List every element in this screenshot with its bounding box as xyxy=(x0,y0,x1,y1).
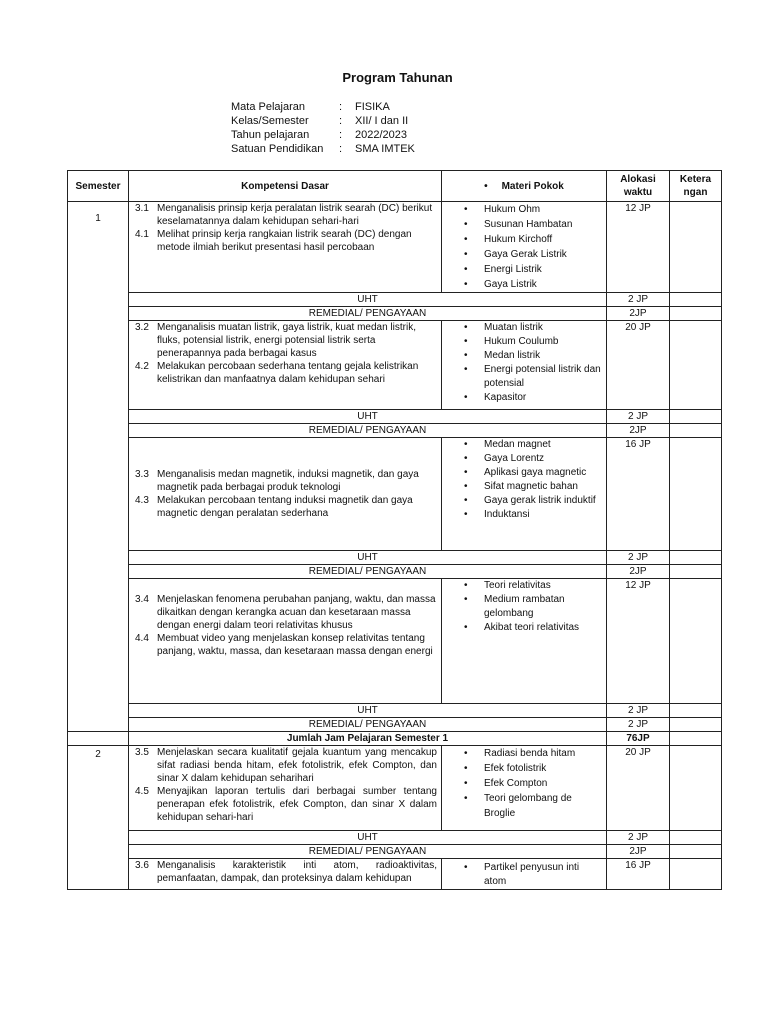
semester-number: 1 xyxy=(68,202,129,732)
kd-text: Melakukan percobaan sederhana tentang gejala kelistrikan kelistrikan dan manfaatnya dalam kehidupan sehari xyxy=(157,361,419,385)
uht-jp: 2 JP xyxy=(607,704,670,718)
meta-value: SMA IMTEK xyxy=(355,143,415,155)
kd-number: 3.2 xyxy=(135,322,149,333)
kd-cell xyxy=(129,438,442,551)
table-row xyxy=(68,321,722,410)
kd-item xyxy=(133,321,437,360)
meta-row xyxy=(231,114,415,128)
meta-value: XII/ I dan II xyxy=(355,115,409,127)
list-item: • Induktansi xyxy=(464,508,602,522)
kd-number: 4.1 xyxy=(135,229,149,240)
table-row xyxy=(68,732,722,746)
kd-text: Menjelaskan secara kualitatif gejala kuantum yang mencakup sifat radiasi benda hitam, efek fotolistrik, efek Compton, dan sinar X dalam kehidupan seharihari xyxy=(157,747,437,784)
remedial-jp: 2JP xyxy=(607,565,670,579)
kd-number: 4.2 xyxy=(135,361,149,372)
list-item: • Sifat magnetic bahan xyxy=(464,480,602,494)
table-row xyxy=(68,845,722,859)
keterangan-cell xyxy=(670,845,722,859)
alokasi-value: 12 JP xyxy=(607,579,670,704)
list-item: • Hukum Kirchoff xyxy=(464,232,602,247)
list-item: • Medan listrik xyxy=(464,349,602,363)
table-row xyxy=(68,718,722,732)
kd-item xyxy=(133,494,437,520)
meta-colon: : xyxy=(339,129,343,141)
kd-item xyxy=(133,202,437,228)
remedial-jp: 2JP xyxy=(607,424,670,438)
kd-number: 3.6 xyxy=(135,860,149,871)
keterangan-cell xyxy=(670,565,722,579)
meta-row xyxy=(231,128,415,142)
header-materi xyxy=(442,171,607,202)
alokasi-value: 20 JP xyxy=(607,746,670,831)
keterangan-cell xyxy=(670,202,722,293)
table-row xyxy=(68,565,722,579)
kd-text: Membuat video yang menjelaskan konsep relativitas tentang panjang, waktu, massa, dan kesetaraan massa dengan energi xyxy=(157,633,433,657)
list-item: • Teori gelombang de Broglie xyxy=(464,791,602,821)
table-row xyxy=(68,579,722,704)
remedial-label: REMEDIAL/ PENGAYAAN xyxy=(129,424,607,438)
kd-item xyxy=(133,859,437,885)
list-item: • Muatan listrik xyxy=(464,321,602,335)
alokasi-value: 16 JP xyxy=(607,438,670,551)
kd-cell xyxy=(129,321,442,410)
kd-cell xyxy=(129,859,442,890)
header-alokasi: Alokasi waktu xyxy=(607,171,670,202)
list-item: • Susunan Hambatan xyxy=(464,217,602,232)
kd-cell xyxy=(129,746,442,831)
list-item: • Gaya Listrik xyxy=(464,277,602,292)
kd-item xyxy=(133,228,437,254)
table-row xyxy=(68,551,722,565)
uht-label: UHT xyxy=(129,410,607,424)
table-header-row xyxy=(68,171,722,202)
list-item: • Gaya Gerak Listrik xyxy=(464,247,602,262)
table-row xyxy=(68,410,722,424)
keterangan-cell xyxy=(670,732,722,746)
meta-colon: : xyxy=(339,143,343,155)
kd-number: 4.5 xyxy=(135,786,149,797)
list-item: • Teori relativitas xyxy=(464,579,602,593)
kd-item xyxy=(133,360,437,386)
uht-label: UHT xyxy=(129,704,607,718)
kd-text: Menganalisis muatan listrik, gaya listrik, kuat medan listrik, fluks, potensial listrik, energi potensial listrik serta penerapannya pada berbagai kasus xyxy=(157,322,416,359)
list-item: • Radiasi benda hitam xyxy=(464,746,602,761)
header-semester: Semester xyxy=(68,171,129,202)
header-keterangan: Ketera ngan xyxy=(670,171,722,202)
semester-cell xyxy=(68,732,129,746)
keterangan-cell xyxy=(670,551,722,565)
meta-colon: : xyxy=(339,115,343,127)
meta-colon: : xyxy=(339,101,343,113)
remedial-label: REMEDIAL/ PENGAYAAN xyxy=(129,845,607,859)
keterangan-cell xyxy=(670,424,722,438)
kd-text: Melakukan percobaan tentang induksi magnetik dan gaya magnetic dengan peralatan sederhana xyxy=(157,495,413,519)
kd-number: 3.1 xyxy=(135,203,149,214)
alokasi-value: 12 JP xyxy=(607,202,670,293)
materi-cell xyxy=(442,859,607,890)
table-row xyxy=(68,293,722,307)
kd-cell xyxy=(129,202,442,293)
keterangan-cell xyxy=(670,718,722,732)
materi-cell xyxy=(442,202,607,293)
remedial-label: REMEDIAL/ PENGAYAAN xyxy=(129,307,607,321)
keterangan-cell xyxy=(670,579,722,704)
list-item: • Efek fotolistrik xyxy=(464,761,602,776)
kd-text: Menyajikan laporan tertulis dari berbagai sumber tentang penerapan efek fotolistrik, efek Compton, dan sinar X dalam kehidupan sehari-hari xyxy=(157,786,437,823)
uht-jp: 2 JP xyxy=(607,551,670,565)
jumlah-value: 76JP xyxy=(607,732,670,746)
uht-label: UHT xyxy=(129,293,607,307)
table-row xyxy=(68,307,722,321)
table-row xyxy=(68,746,722,831)
list-item: • Partikel penyusun inti atom xyxy=(464,861,602,889)
materi-cell xyxy=(442,438,607,551)
meta-value: 2022/2023 xyxy=(355,129,407,141)
meta-label: Satuan Pendidikan xyxy=(231,143,324,155)
table-row xyxy=(68,202,722,293)
keterangan-cell xyxy=(670,746,722,831)
kd-text: Melihat prinsip kerja rangkaian listrik searah (DC) dengan metode ilmiah berikut presentasi hasil percobaan xyxy=(157,229,412,253)
list-item: • Aplikasi gaya magnetic xyxy=(464,466,602,480)
materi-cell xyxy=(442,746,607,831)
keterangan-cell xyxy=(670,704,722,718)
uht-jp: 2 JP xyxy=(607,410,670,424)
keterangan-cell xyxy=(670,438,722,551)
remedial-label: REMEDIAL/ PENGAYAAN xyxy=(129,718,607,732)
kd-number: 4.4 xyxy=(135,633,149,644)
list-item: • Gaya Lorentz xyxy=(464,452,602,466)
table-row xyxy=(68,831,722,845)
program-table xyxy=(67,170,722,890)
kd-number: 4.3 xyxy=(135,495,149,506)
keterangan-cell xyxy=(670,859,722,890)
uht-jp: 2 JP xyxy=(607,293,670,307)
meta-value: FISIKA xyxy=(355,101,390,113)
list-item: • Hukum Coulumb xyxy=(464,335,602,349)
kd-number: 3.5 xyxy=(135,747,149,758)
list-item: • Efek Compton xyxy=(464,776,602,791)
list-item: • Gaya gerak listrik induktif xyxy=(464,494,602,508)
meta-info xyxy=(231,100,415,156)
kd-number: 3.3 xyxy=(135,469,149,480)
list-item: • Hukum Ohm xyxy=(464,202,602,217)
meta-row xyxy=(231,100,415,114)
list-item: • Medium rambatan gelombang xyxy=(464,593,602,621)
jumlah-label: Jumlah Jam Pelajaran Semester 1 xyxy=(129,732,607,746)
kd-item xyxy=(133,593,437,632)
alokasi-value: 16 JP xyxy=(607,859,670,890)
uht-jp: 2 JP xyxy=(607,831,670,845)
keterangan-cell xyxy=(670,293,722,307)
kd-cell xyxy=(129,579,442,704)
alokasi-value: 20 JP xyxy=(607,321,670,410)
meta-label: Tahun pelajaran xyxy=(231,129,310,141)
remedial-jp: 2JP xyxy=(607,845,670,859)
kd-text: Menganalisis prinsip kerja peralatan listrik searah (DC) berikut keselamatannya dalam kehidupan sehari-hari xyxy=(157,203,433,227)
meta-row xyxy=(231,142,415,156)
keterangan-cell xyxy=(670,307,722,321)
bullet-icon: • xyxy=(484,180,488,192)
kd-item xyxy=(133,632,437,658)
list-item: • Kapasitor xyxy=(464,391,602,405)
list-item: • Energi Listrik xyxy=(464,262,602,277)
list-item: • Akibat teori relativitas xyxy=(464,621,602,635)
meta-label: Kelas/Semester xyxy=(231,115,309,127)
materi-cell xyxy=(442,579,607,704)
uht-label: UHT xyxy=(129,831,607,845)
table-row xyxy=(68,438,722,551)
page-title: Program Tahunan xyxy=(342,70,453,85)
kd-number: 3.4 xyxy=(135,594,149,605)
remedial-jp: 2JP xyxy=(607,307,670,321)
uht-label: UHT xyxy=(129,551,607,565)
keterangan-cell xyxy=(670,321,722,410)
kd-text: Menganalisis karakteristik inti atom, radioaktivitas, pemanfaatan, dampak, dan proteksinya dalam kehidupan xyxy=(157,860,437,884)
list-item: • Energi potensial listrik dan potensial xyxy=(464,363,602,391)
keterangan-cell xyxy=(670,410,722,424)
materi-cell xyxy=(442,321,607,410)
table-row xyxy=(68,424,722,438)
kd-text: Menganalisis medan magnetik, induksi magnetik, dan gaya magnetik pada berbagai produk teknologi xyxy=(157,469,419,493)
kd-item xyxy=(133,746,437,785)
kd-item xyxy=(133,785,437,824)
table-row xyxy=(68,704,722,718)
table-row xyxy=(68,859,722,890)
header-kompetensi: Kompetensi Dasar xyxy=(129,171,442,202)
list-item: • Medan magnet xyxy=(464,438,602,452)
kd-text: Menjelaskan fenomena perubahan panjang, waktu, dan massa dikaitkan dengan kerangka acuan dan kesetaraan massa dengan energi dalam teori relativitas khusus xyxy=(157,594,436,631)
remedial-label: REMEDIAL/ PENGAYAAN xyxy=(129,565,607,579)
remedial-jp: 2 JP xyxy=(607,718,670,732)
keterangan-cell xyxy=(670,831,722,845)
kd-item xyxy=(133,468,437,494)
header-materi-label: Materi Pokok xyxy=(501,180,564,192)
meta-label: Mata Pelajaran xyxy=(231,101,305,113)
semester-number: 2 xyxy=(68,746,129,890)
